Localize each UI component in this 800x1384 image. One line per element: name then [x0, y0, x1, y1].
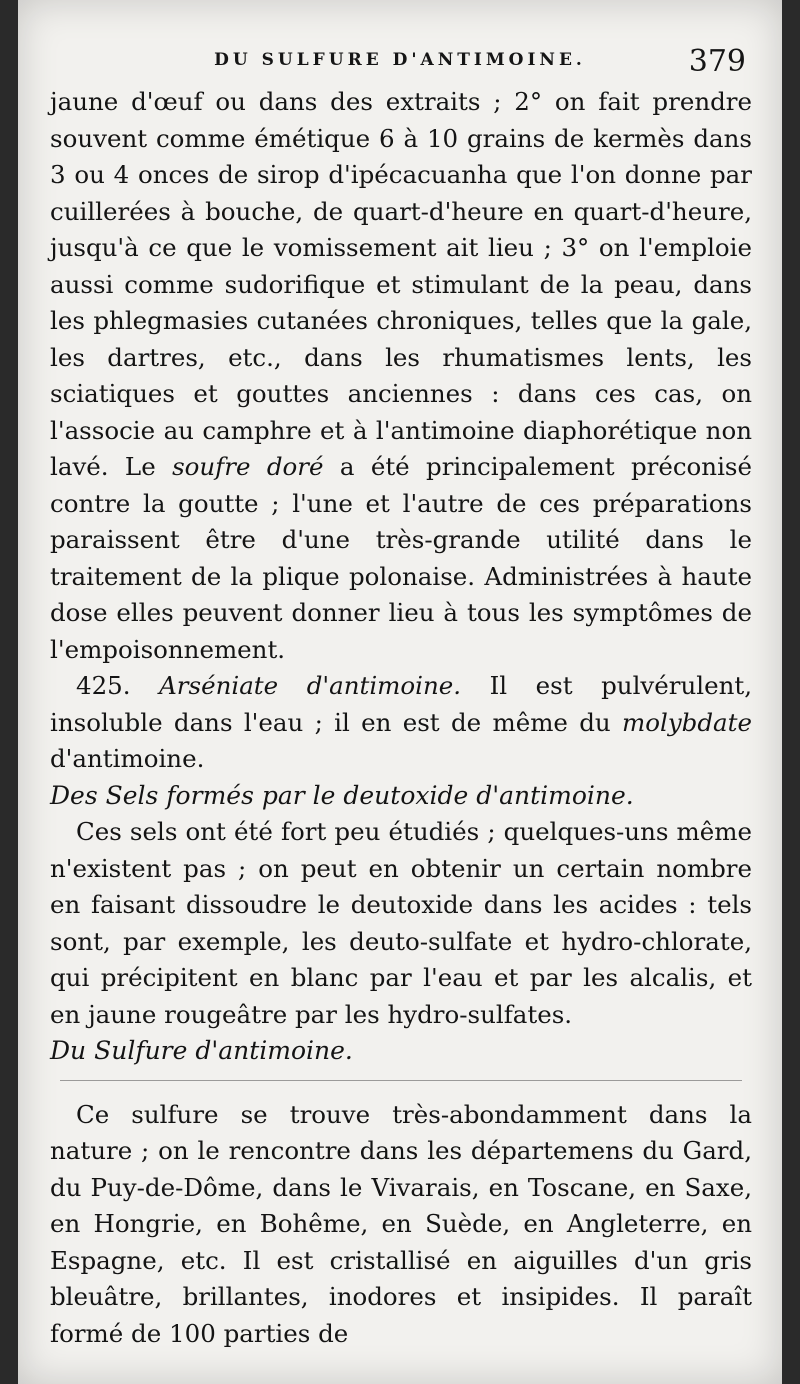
paragraph-425: 425. Arséniate d'antimoine. Il est pulvérulent, insoluble dans l'eau ; il en est de même du molybdate d'antimoine.	[50, 671, 752, 773]
paragraph-sulfure: Ce sulfure se trouve très-abondamment dans la nature ; on le rencontre dans les départemens du Gard, du Puy-de-Dôme, dans le Vivarais, en Toscane, en Saxe, en Hongrie, en Bohême, en Suède, en Angleterre, en Espagne, etc. Il est cristallisé en aiguilles d'un gris bleuâtre, brillantes, inodores et insipides. Il paraît formé de 100 parties de	[50, 1099, 752, 1348]
section-title: Arséniate d'antimoine.	[159, 671, 462, 700]
heading-sulfure: Du Sulfure d'antimoine.	[50, 1036, 353, 1065]
page-content	[50, 84, 752, 1352]
italic-term: molybdate	[622, 707, 752, 737]
page-header	[54, 44, 746, 84]
page-number: 379	[688, 44, 746, 79]
paragraph-continued: jaune d'œuf ou dans des extraits ; 2° on fait prendre souvent comme émétique 6 à 10 grains de kermès dans 3 ou 4 onces de sirop d'ipécacuanha que l'on donne par cuillerées à bouche, de quart-d'heure en quart-d'heure, jusqu'à ce que le vomissement ait lieu ; 3° on l'emploie aussi comme sudorifique et stimulant de la peau, dans les phlegmasies cutanées chroniques, telles que la gale, les dartres, etc., dans les rhumatismes lents, les sciatiques et gouttes anciennes : dans ces cas, on l'associe au camphre et à l'antimoine diaphorétique non lavé. Le soufre doré a été principalement préconisé contre la goutte ; l'une et l'autre de ces préparations paraissent être d'une très-grande utilité dans le traitement de la plique polonaise. Administrées à haute dose elles peuvent donner lieu à tous les symptômes de l'empoisonnement.	[50, 87, 752, 664]
heading-deutoxide-salts: Des Sels formés par le deutoxide d'antimoine.	[50, 780, 634, 810]
divider	[60, 1080, 742, 1081]
paragraph-salts: Ces sels ont été fort peu étudiés ; quelques-uns même n'existent pas ; on peut en obtenir un certain nombre en faisant dissoudre le deutoxide dans les acides : tels sont, par exemple, les deuto-sulfate et hydro-chlorate, qui précipitent en blanc par l'eau et par les alcalis, et en jaune rougeâtre par les hydro-sulfates.	[50, 817, 752, 1029]
book-page	[18, 0, 782, 1384]
running-title: DU SULFURE D'ANTIMOINE.	[214, 50, 586, 70]
section-number: 425.	[76, 671, 131, 700]
italic-term: soufre doré	[172, 452, 324, 481]
